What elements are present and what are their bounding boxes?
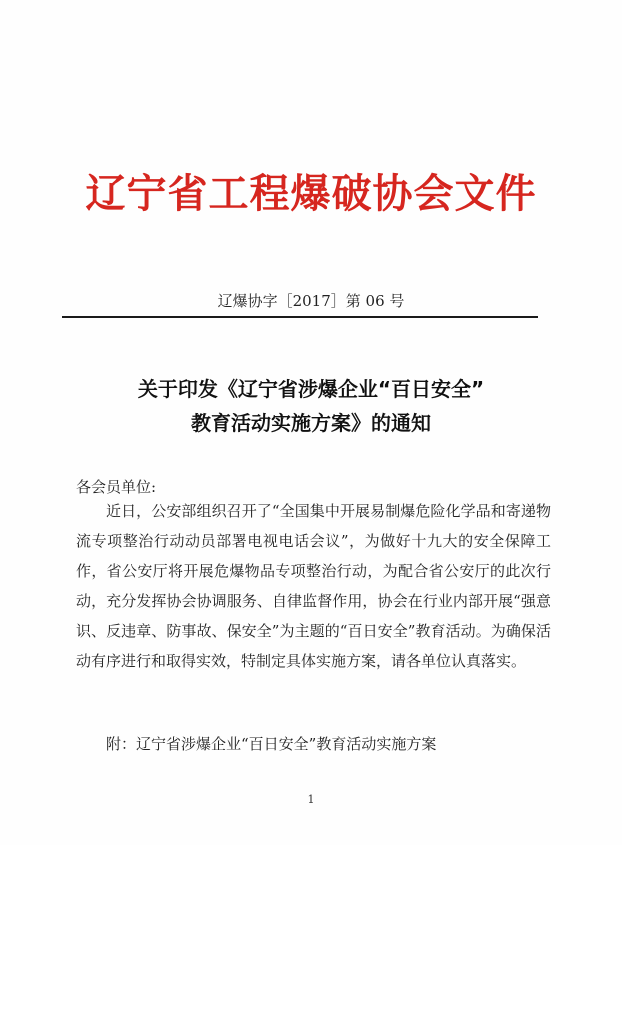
header-divider xyxy=(62,316,538,318)
recipients-salutation: 各会员单位: xyxy=(76,478,157,496)
document-number: 辽爆协字［2017］第 06 号 xyxy=(217,292,405,310)
notice-title-line-1: 关于印发《辽宁省涉爆企业“百日安全” xyxy=(137,377,485,401)
notice-title xyxy=(0,372,622,440)
attachment-line: 附：辽宁省涉爆企业“百日安全”教育活动实施方案 xyxy=(106,735,437,753)
issuer-header-title: 辽宁省工程爆破协会文件 xyxy=(85,171,537,217)
body-paragraph: 近日，公安部组织召开了“全国集中开展易制爆危险化学品和寄递物流专项整治行动动员部署电视电话会议”，为做好十九大的安全保障工作，省公安厅将开展危爆物品专项整治行动，为配合省公安厅的此次行动，充分发挥协会协调服务、自律监督作用，协会在行业内部开展“强意识、反违章、防事故、保安全”为主题的“百日安全”教育活动。为确保活动有序进行和取得实效，特制定具体实施方案，请各单位认真落实。 xyxy=(76,502,551,670)
page-number: 1 xyxy=(307,793,315,806)
notice-title-line-2: 教育活动实施方案》的通知 xyxy=(191,411,431,435)
